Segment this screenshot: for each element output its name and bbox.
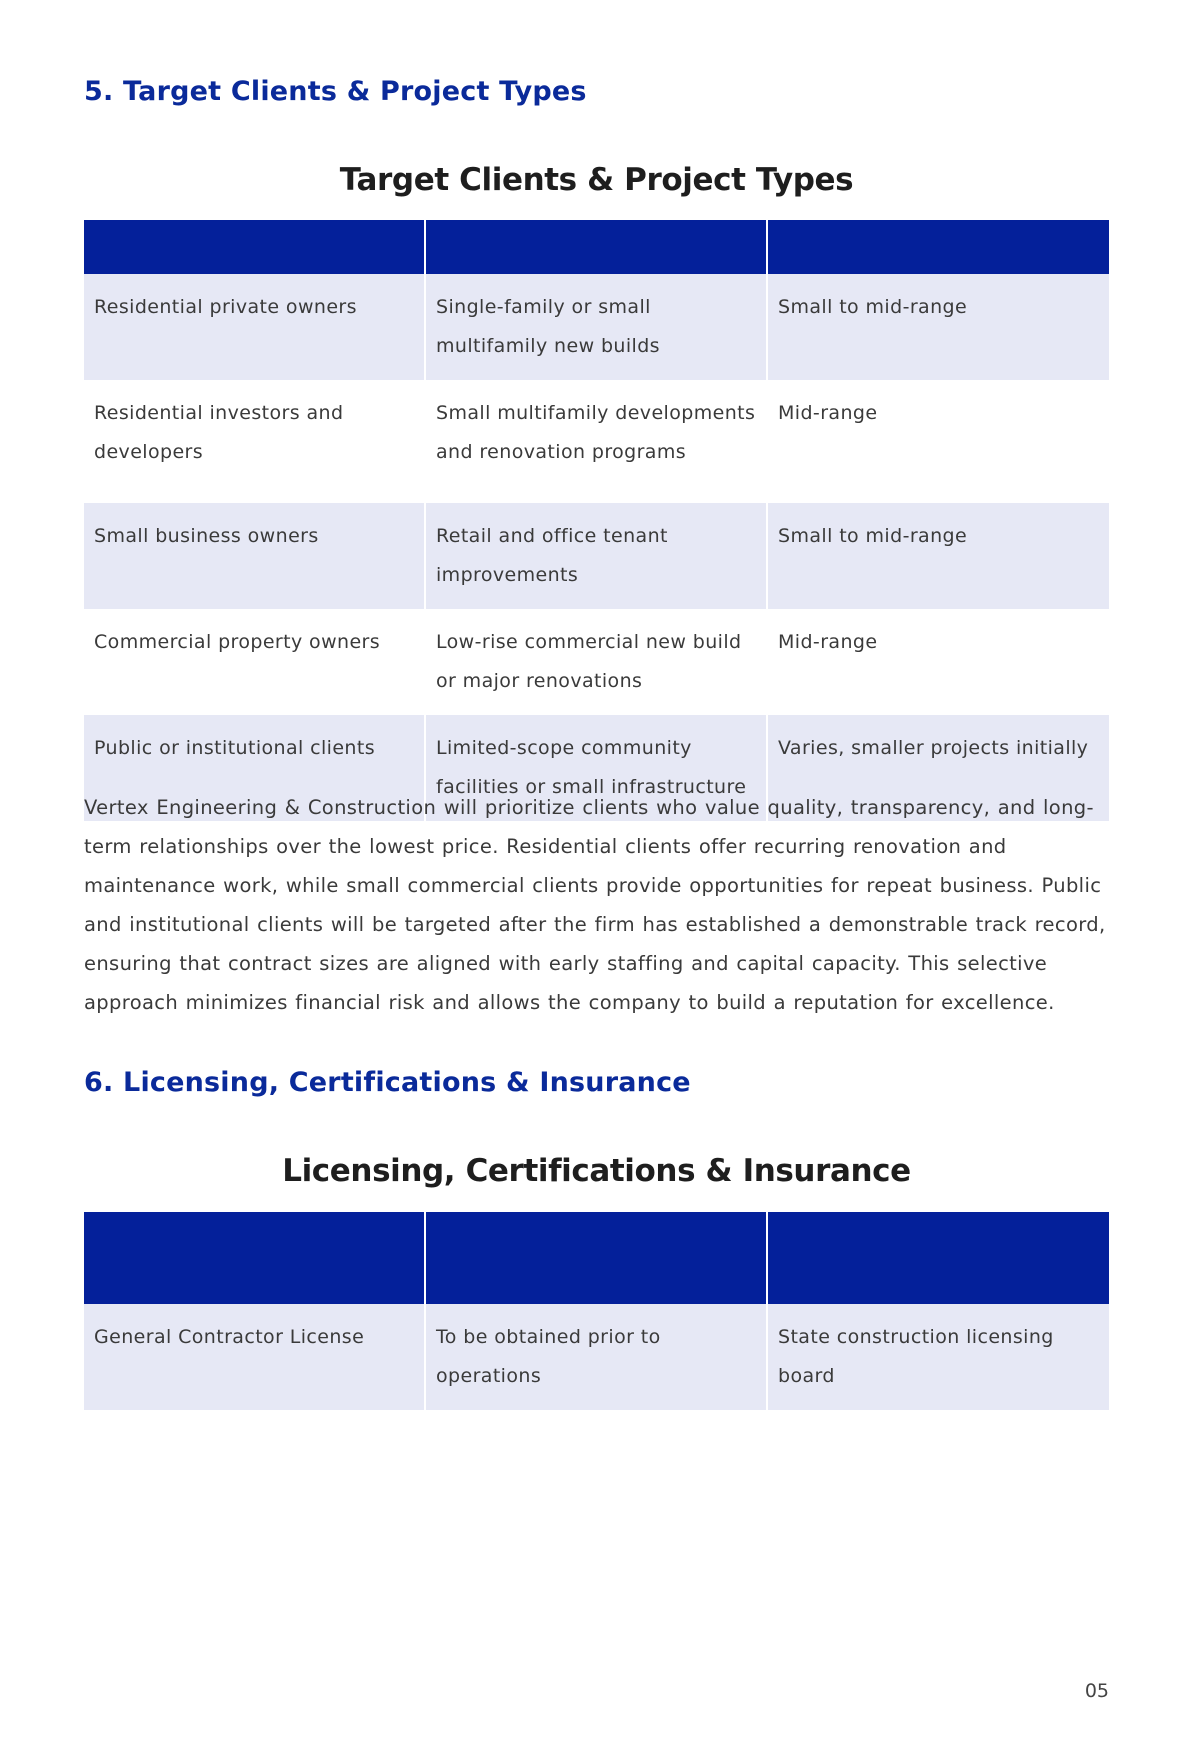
client-type-cell: Residential private owners bbox=[84, 274, 425, 380]
project-type-cell: Retail and office tenant improvements bbox=[425, 503, 767, 609]
table-row bbox=[84, 274, 1109, 380]
table-row bbox=[84, 380, 1109, 503]
client-type-cell: Residential investors and developers bbox=[84, 380, 425, 503]
table-row bbox=[84, 1304, 1109, 1410]
project-size-cell: Small to mid-range bbox=[767, 274, 1109, 380]
table-header-row bbox=[84, 220, 1109, 274]
client-type-cell: Small business owners bbox=[84, 503, 425, 609]
licensing-table bbox=[84, 1212, 1109, 1410]
target-clients-table-title: Target Clients & Project Types bbox=[339, 162, 854, 198]
table-row bbox=[84, 609, 1109, 715]
project-type-cell: Limited-scope community facilities or small infrastructure bbox=[425, 715, 767, 821]
project-size-cell: Mid-range bbox=[767, 380, 1109, 503]
table-header-cell bbox=[425, 1212, 767, 1304]
target-clients-table bbox=[84, 220, 1109, 821]
project-size-cell: Varies, smaller projects initially bbox=[767, 715, 1109, 821]
page-number: 05 bbox=[1084, 1680, 1109, 1702]
project-type-cell: Single-family or small multifamily new builds bbox=[425, 274, 767, 380]
table-header-cell bbox=[84, 220, 425, 274]
licensing-table-title: Licensing, Certifications & Insurance bbox=[282, 1153, 911, 1189]
client-type-cell: Commercial property owners bbox=[84, 609, 425, 715]
section-6-heading: 6. Licensing, Certifications & Insurance bbox=[84, 1067, 691, 1098]
target-clients-paragraph: Vertex Engineering & Construction will prioritize clients who value quality, transparency, and long-term relationships over the lowest price. Residential clients offer recurring renovation and maintenance work, while small commercial clients provide opportunities for repeat business. Public and institutional clients will be targeted after the firm has established a demonstrable track record, ensuring that contract sizes are aligned with early staffing and capital capacity. This selective approach minimizes financial risk and allows the company to build a reputation for excellence. bbox=[84, 796, 1106, 1014]
project-type-cell: Small multifamily developments and renovation programs bbox=[425, 380, 767, 503]
table-row bbox=[84, 503, 1109, 609]
section-5-heading: 5. Target Clients & Project Types bbox=[84, 76, 587, 107]
table-header-cell bbox=[425, 220, 767, 274]
table-header-cell bbox=[767, 1212, 1109, 1304]
table-header-cell bbox=[84, 1212, 425, 1304]
license-authority-cell: State construction licensing board bbox=[767, 1304, 1109, 1410]
project-type-cell: Low-rise commercial new build or major renovations bbox=[425, 609, 767, 715]
table-header-row bbox=[84, 1212, 1109, 1304]
table-header-cell bbox=[767, 220, 1109, 274]
client-type-cell: Public or institutional clients bbox=[84, 715, 425, 821]
license-status-cell: To be obtained prior to operations bbox=[425, 1304, 767, 1410]
project-size-cell: Mid-range bbox=[767, 609, 1109, 715]
project-size-cell: Small to mid-range bbox=[767, 503, 1109, 609]
license-name-cell: General Contractor License bbox=[84, 1304, 425, 1410]
